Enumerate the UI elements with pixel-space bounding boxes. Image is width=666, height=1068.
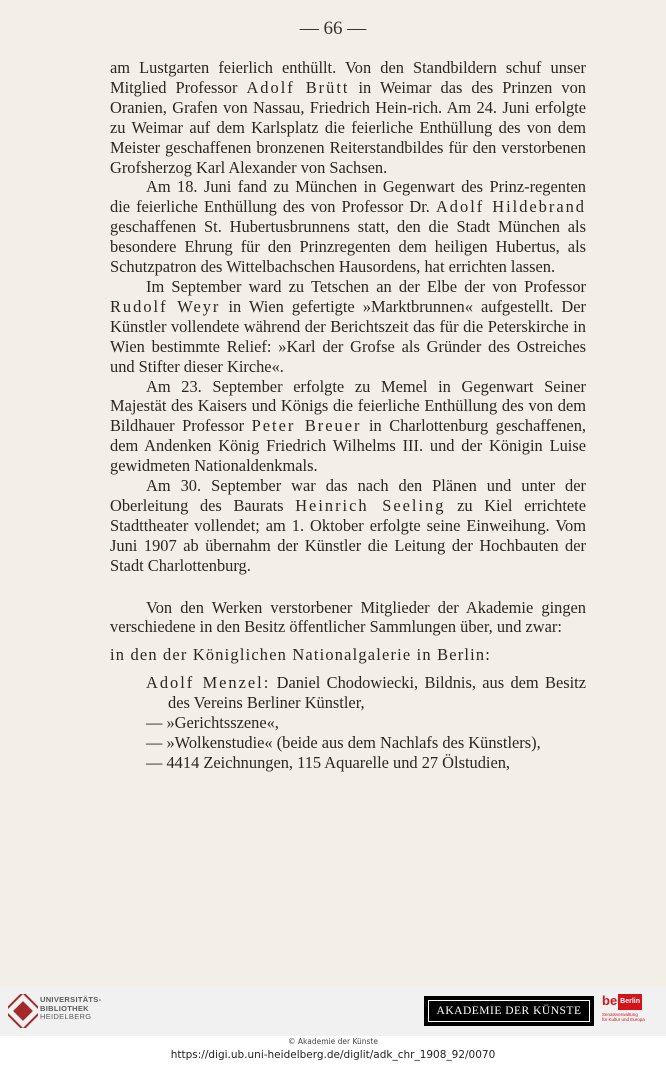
copyright-notice: © Akademie der Künste bbox=[288, 1037, 378, 1046]
artist-name: Rudolf Weyr bbox=[110, 296, 221, 316]
paragraph-4: Am 23. September erfolgte zu Memel in Gegenwart Seiner Majestät des Kaisers und Königs die feierliche Enthüllung des von dem Bildhauer Professor Peter Breuer in Charlottenburg geschaffenen, dem Andenken König Friedrich Wilhelms III. und der Königin Luise gewidmeten Nationaldenkmals. bbox=[110, 376, 587, 476]
artist-name: Heinrich Seeling bbox=[295, 495, 446, 515]
artist-name: Adolf Brütt bbox=[246, 77, 350, 97]
section-heading: in den der Königlichen Nationalgalerie in Berlin: bbox=[110, 645, 492, 665]
list-item: — »Wolkenstudie« (beide aus dem Nachlafs des Künstlers), bbox=[146, 733, 541, 752]
artist-name: Adolf Hildebrand bbox=[435, 197, 586, 217]
page-body bbox=[110, 58, 586, 773]
page-number: — 66 — bbox=[299, 18, 367, 39]
paragraph-2: Am 18. Juni fand zu München in Gegenwart des Prinz-regenten die feierliche Enthüllung des von Professor Dr. Adolf Hildebrand geschaffenen St. Hubertusbrunnens statt, den die Stadt München als besondere Ehrung für den Prinzregenten dem heiligen Hubertus, als Schutzpatron des Wittelbachschen Hausordens, hat errichten lassen. bbox=[110, 177, 586, 277]
artist-name: Adolf Menzel: bbox=[146, 673, 271, 693]
artist-name: Peter Breuer bbox=[251, 416, 362, 436]
university-library-label: UNIVERSITÄTS- BIBLIOTHEK HEIDELBERG bbox=[40, 995, 102, 1022]
akademie-logo: AKADEMIE DER KÜNSTE bbox=[424, 996, 594, 1026]
artwork-list bbox=[110, 673, 586, 773]
paragraph-6: Von den Werken verstorbener Mitglieder der Akademie gingen verschiedene in den Besitz öffentlicher Sammlungen über, und zwar: bbox=[110, 597, 586, 637]
paragraph-3: Im September ward zu Tetschen an der Elbe der von Professor Rudolf Weyr in Wien gefertigte »Marktbrunnen« aufgestellt. Der Künstler vollendete während der Berichtszeit das für die Peterskirche in Wien bestimmte Relief: »Karl der Grofse als Gründer des Ostreiches und Stifter dieser Kirche«. bbox=[110, 276, 586, 376]
list-item: — 4414 Zeichnungen, 115 Aquarelle und 27 Ölstudien, bbox=[146, 752, 511, 772]
paragraph-1: am Lustgarten feierlich enthüllt. Von den Standbildern schuf unser Mitglied Professor Adolf Brütt in Weimar das des Prinzen von Oranien, Grafen von Nassau, Friedrich Hein-rich. Am 24. Juni erfolgte zu Weimar auf dem Karlsplatz die feierliche Enthüllung des von dem Meister geschaffenen bronzenen Reiterstandbildes für den verstorbenen Grofsherzog Karl Alexander von Sachsen. bbox=[110, 58, 586, 177]
list-item: Adolf Menzel: Daniel Chodowiecki, Bildnis, aus dem Besitz des Vereins Berliner Künstler, bbox=[146, 673, 586, 713]
berlin-logo: be Berlin Senatsverwaltung für Kultur und Europa bbox=[602, 993, 645, 1022]
university-library-logo-icon bbox=[8, 994, 38, 1028]
paragraph-5: Am 30. September war das nach den Plänen und unter der Oberleitung des Baurats Heinrich Seeling zu Kiel errichtete Stadttheater vollendet; am 1. Oktober erfolgte seine Einweihung. Vom Juni 1907 ab übernahm der Künstler die Leitung der Hochbauten der Stadt Charlottenburg. bbox=[110, 476, 586, 575]
list-item: — »Gerichtsszene«, bbox=[146, 713, 279, 733]
permalink-url[interactable]: https://digi.ub.uni-heidelberg.de/diglit/adk_chr_1908_92/0070 bbox=[170, 1049, 496, 1061]
